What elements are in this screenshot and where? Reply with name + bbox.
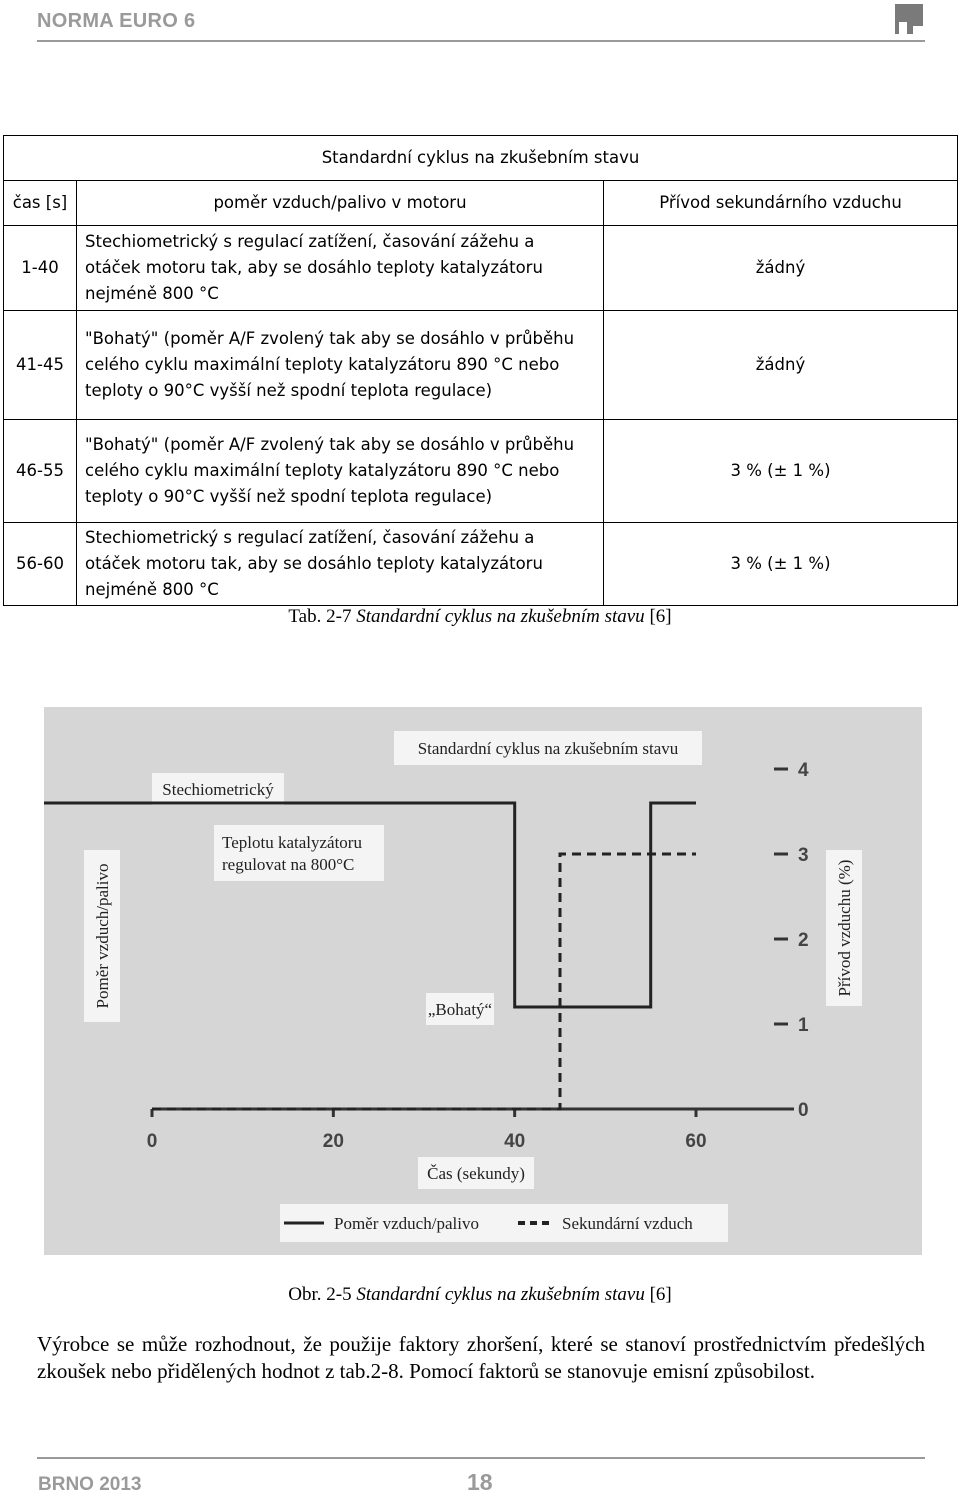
row-ratio: Stechiometrický s regulací zatížení, časování zážehu a otáček motoru tak, aby se dosáhlo teploty katalyzátoru nejméně 800 °C (77, 226, 604, 311)
university-logo-icon (895, 4, 923, 34)
row-air: žádný (604, 226, 958, 311)
figure-caption-text: Standardní cyklus na zkušebním stavu (356, 1284, 645, 1305)
body-paragraph: Výrobce se může rozhodnout, že použije faktory zhoršení, které se stanoví prostřednictvím předešlých zkoušek nebo přidělených hodnot z tab.2-8. Pomocí faktorů se stanovuje emisní způsobilost. (37, 1332, 925, 1383)
column-header-air: Přívod sekundárního vzduchu (604, 181, 958, 226)
ylabel-right: Přívod vzduchu (%) (835, 859, 854, 997)
table-row (4, 420, 958, 523)
footer-location: BRNO 2013 (38, 1474, 142, 1495)
figure-caption-ref: [6] (649, 1284, 672, 1305)
row-time: 46-55 (4, 420, 77, 523)
row-time: 41-45 (4, 311, 77, 420)
header-title: NORMA EURO 6 (37, 10, 196, 32)
figure-caption (0, 1284, 960, 1306)
table-row (4, 523, 958, 606)
table-row (4, 226, 958, 311)
row-ratio: "Bohatý" (poměr A/F zvolený tak aby se dosáhlo v průběhu celého cyklu maximální teploty katalyzátoru 890 °C nebo teploty o 90°C vyšší než spodní teplota regulace) (77, 311, 604, 420)
figure-caption-prefix: Obr. 2-5 (288, 1284, 352, 1305)
ylabel-left: Poměr vzduch/palivo (93, 863, 112, 1009)
annotation-catalyst: Teplotu katalyzátoru regulovat na 800°C (222, 833, 362, 874)
x-tick-label: 20 (322, 1131, 344, 1152)
chart-svg (44, 707, 922, 1255)
x-tick-label: 0 (146, 1131, 158, 1152)
x-tick-label: 40 (504, 1131, 526, 1152)
y-tick-label: 4 (798, 760, 809, 781)
header-divider (37, 40, 925, 42)
y-tick-label: 2 (798, 930, 809, 951)
annotation-rich: „Bohatý“ (427, 1000, 493, 1019)
row-air: 3 % (± 1 %) (604, 420, 958, 523)
chart-title: Standardní cyklus na zkušebním stavu (417, 739, 679, 758)
table-row (4, 311, 958, 420)
xlabel: Čas (sekundy) (427, 1164, 525, 1183)
footer-divider (37, 1457, 925, 1459)
table-title: Standardní cyklus na zkušebním stavu (4, 136, 958, 181)
row-ratio: "Bohatý" (poměr A/F zvolený tak aby se dosáhlo v průběhu celého cyklu maximální teploty katalyzátoru 890 °C nebo teploty o 90°C vyšší než spodní teplota regulace) (77, 420, 604, 523)
table-caption-text: Standardní cyklus na zkušebním stavu (356, 606, 645, 627)
table-caption (0, 606, 960, 628)
row-ratio: Stechiometrický s regulací zatížení, časování zážehu a otáček motoru tak, aby se dosáhlo teploty katalyzátoru nejméně 800 °C (77, 523, 604, 606)
column-header-time: čas [s] (4, 181, 77, 226)
table-caption-ref: [6] (649, 606, 672, 627)
cycle-table (3, 135, 958, 606)
y-tick-label: 1 (798, 1015, 809, 1036)
x-tick-label: 60 (685, 1131, 707, 1152)
table-caption-prefix: Tab. 2-7 (288, 606, 352, 627)
cycle-chart (44, 707, 922, 1255)
y-tick-label: 0 (798, 1100, 809, 1121)
row-time: 56-60 (4, 523, 77, 606)
annotation-stoich: Stechiometrický (162, 780, 274, 799)
column-header-ratio: poměr vzduch/palivo v motoru (77, 181, 604, 226)
legend-item-ratio: Poměr vzduch/palivo (334, 1214, 479, 1233)
legend-item-air: Sekundární vzduch (562, 1214, 693, 1233)
row-air: 3 % (± 1 %) (604, 523, 958, 606)
row-time: 1-40 (4, 226, 77, 311)
row-air: žádný (604, 311, 958, 420)
page-number: 18 (467, 1469, 493, 1495)
y-tick-label: 3 (798, 845, 809, 866)
